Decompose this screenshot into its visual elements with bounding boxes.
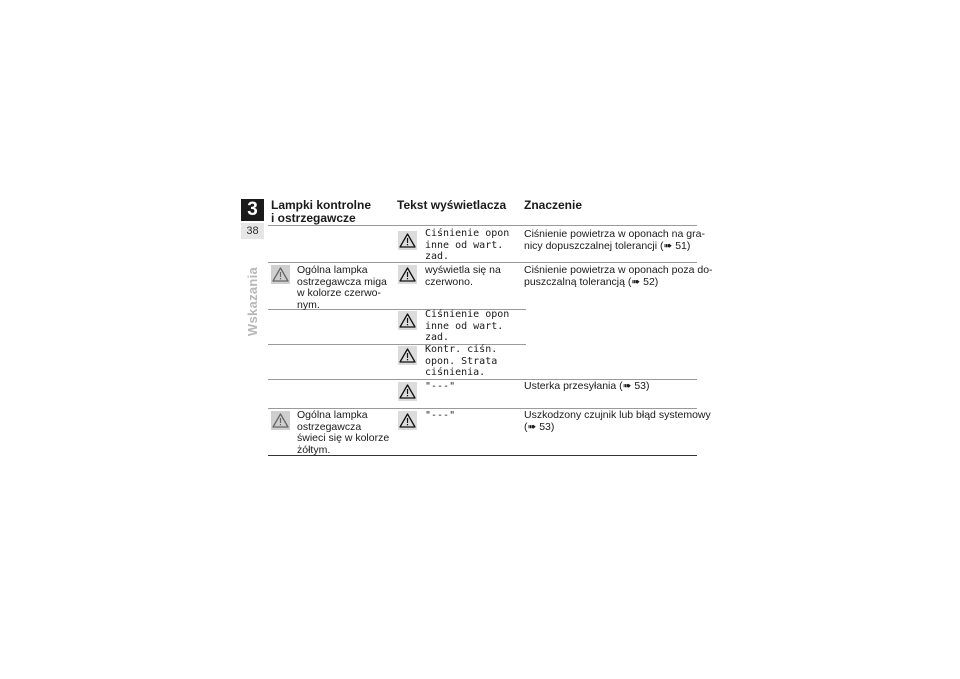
- lamp-line: Ogólna lampka: [297, 264, 368, 276]
- lamp-description-cell: [297, 265, 387, 311]
- meaning-line: nicy dopuszczalnej tolerancji (➠ 51): [524, 239, 691, 252]
- display-text-line: czerwono.: [425, 275, 473, 288]
- warning-triangle-icon: [398, 411, 417, 430]
- table-header-divider: [268, 225, 697, 226]
- display-text-line: "---": [425, 410, 456, 421]
- display-text-line: ciśnienia.: [425, 367, 486, 378]
- header-display-text: [397, 199, 506, 212]
- warning-triangle-icon: [398, 231, 417, 250]
- header-display-line: Tekst wyświetlacza: [397, 198, 507, 212]
- display-text-line: Ciśnienie opon: [425, 309, 510, 320]
- display-text-cell: [425, 381, 455, 393]
- display-text-cell: [425, 344, 497, 379]
- header-lamps: [271, 199, 371, 225]
- chapter-number: 3: [241, 199, 264, 221]
- header-lamps-line: Lampki kontrolne: [271, 198, 372, 212]
- display-text-line: opon. Strata: [425, 355, 498, 367]
- meaning-cell: [524, 410, 711, 433]
- chapter-side-title-text: Wskazania: [245, 266, 261, 336]
- chapter-side-title: [238, 258, 268, 344]
- display-text-line: zad.: [425, 332, 450, 343]
- lamp-line: nym.: [297, 298, 320, 311]
- meaning-cell: [524, 381, 650, 393]
- meaning-line: puszczalną tolerancją (➠ 52): [524, 275, 659, 288]
- display-text-cell: [425, 228, 509, 263]
- lamp-line: Ogólna lampka: [297, 409, 368, 421]
- meaning-line: Ciśnienie powietrza w oponach poza do-: [524, 264, 713, 276]
- meaning-cell: [524, 229, 705, 252]
- warning-triangle-icon: [271, 411, 290, 430]
- meaning-line: Uszkodzony czujnik lub błąd systemowy: [524, 409, 711, 421]
- header-meaning-line: Znaczenie: [524, 198, 583, 212]
- warning-triangle-icon: [398, 382, 417, 401]
- meaning-line: Usterka przesyłania (➠ 53): [524, 380, 650, 392]
- display-text-line: inne od wart.: [425, 239, 504, 251]
- lamp-line: ostrzegawcza miga: [297, 275, 387, 288]
- lamp-line: w kolorze czerwo-: [297, 287, 382, 299]
- display-text-line: wyświetla się na: [425, 264, 501, 276]
- header-lamps-line: i ostrzegawcze: [271, 211, 356, 225]
- display-text-cell: [425, 410, 455, 422]
- display-text-line: inne od wart.: [425, 320, 504, 332]
- display-text-cell: [425, 265, 501, 288]
- display-text-line: Ciśnienie opon: [425, 228, 510, 239]
- lamp-line: żółtym.: [297, 443, 331, 456]
- warning-triangle-icon: [271, 265, 290, 284]
- meaning-line: Ciśnienie powietrza w oponach na gra-: [524, 228, 705, 240]
- warning-triangle-icon: [398, 311, 417, 330]
- lamp-description-cell: [297, 410, 389, 456]
- lamp-line: świeci się w kolorze: [297, 432, 390, 444]
- display-text-line: zad.: [425, 251, 450, 262]
- meaning-cell: [524, 265, 713, 288]
- display-text-cell: [425, 309, 509, 344]
- warning-triangle-icon: [398, 265, 417, 284]
- page-number: 38: [241, 223, 264, 239]
- lamp-line: ostrzegawcza: [297, 420, 362, 433]
- warning-triangle-icon: [398, 346, 417, 365]
- meaning-line: (➠ 53): [524, 420, 555, 433]
- header-meaning: [524, 199, 582, 212]
- display-text-line: "---": [425, 381, 456, 392]
- display-text-line: Kontr. ciśn.: [425, 344, 498, 355]
